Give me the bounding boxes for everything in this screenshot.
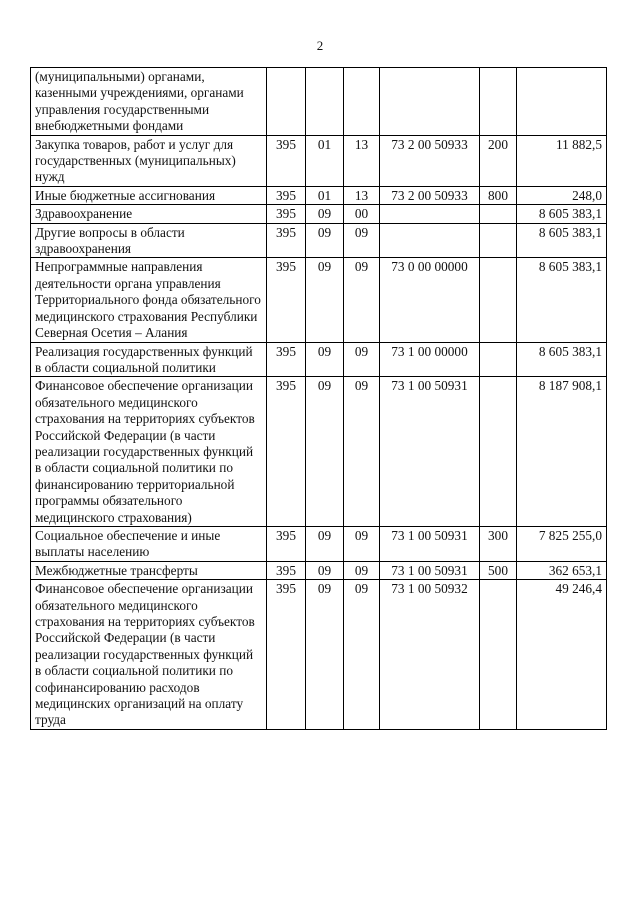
target-article-cell: 73 1 00 00000 xyxy=(380,342,480,377)
expense-type-cell: 800 xyxy=(480,186,517,204)
row-name-cell: Межбюджетные трансферты xyxy=(31,561,267,579)
target-article-cell xyxy=(380,205,480,223)
admin-code-cell: 395 xyxy=(267,205,306,223)
row-name-cell: Непрограммные направления деятельности органа управления Территориального фонда обязательного медицинского страхования Республики Северная Осетия – Алания xyxy=(31,258,267,342)
table-row xyxy=(31,377,607,527)
amount-cell: 7 825 255,0 xyxy=(517,526,607,561)
expense-type-cell xyxy=(480,223,517,258)
amount-cell: 8 605 383,1 xyxy=(517,258,607,342)
admin-code-cell: 395 xyxy=(267,526,306,561)
subsection-code-cell: 13 xyxy=(344,135,380,186)
admin-code-cell: 395 xyxy=(267,258,306,342)
amount-cell: 362 653,1 xyxy=(517,561,607,579)
table-row xyxy=(31,580,607,730)
admin-code-cell: 395 xyxy=(267,580,306,730)
section-code-cell: 01 xyxy=(306,186,344,204)
target-article-cell: 73 1 00 50932 xyxy=(380,580,480,730)
amount-cell: 248,0 xyxy=(517,186,607,204)
target-article-cell: 73 2 00 50933 xyxy=(380,186,480,204)
table-row xyxy=(31,526,607,561)
section-code-cell: 09 xyxy=(306,342,344,377)
section-code-cell: 09 xyxy=(306,580,344,730)
amount-cell: 11 882,5 xyxy=(517,135,607,186)
row-name-cell: (муниципальными) органами, казенными учреждениями, органами управления государственными внебюджетными фондами xyxy=(31,68,267,136)
amount-cell: 8 605 383,1 xyxy=(517,223,607,258)
section-code-cell: 09 xyxy=(306,526,344,561)
row-name-cell: Иные бюджетные ассигнования xyxy=(31,186,267,204)
table-row xyxy=(31,68,607,136)
admin-code-cell: 395 xyxy=(267,561,306,579)
row-name-cell: Другие вопросы в области здравоохранения xyxy=(31,223,267,258)
row-name-cell: Закупка товаров, работ и услуг для государственных (муниципальных) нужд xyxy=(31,135,267,186)
target-article-cell xyxy=(380,223,480,258)
section-code-cell: 09 xyxy=(306,258,344,342)
amount-cell xyxy=(517,68,607,136)
expense-type-cell: 500 xyxy=(480,561,517,579)
expense-type-cell xyxy=(480,68,517,136)
amount-cell: 8 187 908,1 xyxy=(517,377,607,527)
subsection-code-cell: 09 xyxy=(344,258,380,342)
admin-code-cell: 395 xyxy=(267,377,306,527)
row-name-cell: Финансовое обеспечение организации обязательного медицинского страхования на территориях субъектов Российской Федерации (в части реализации государственных функций в области социальной политики по финансированию территориальной программы обязательного медицинского страхования) xyxy=(31,377,267,527)
section-code-cell: 09 xyxy=(306,561,344,579)
target-article-cell xyxy=(380,68,480,136)
expense-type-cell xyxy=(480,342,517,377)
admin-code-cell: 395 xyxy=(267,223,306,258)
section-code-cell xyxy=(306,68,344,136)
section-code-cell: 09 xyxy=(306,377,344,527)
subsection-code-cell: 09 xyxy=(344,580,380,730)
row-name-cell: Здравоохранение xyxy=(31,205,267,223)
expense-type-cell xyxy=(480,377,517,527)
target-article-cell: 73 1 00 50931 xyxy=(380,377,480,527)
target-article-cell: 73 1 00 50931 xyxy=(380,526,480,561)
expense-type-cell: 200 xyxy=(480,135,517,186)
target-article-cell: 73 2 00 50933 xyxy=(380,135,480,186)
table-row xyxy=(31,342,607,377)
table-row xyxy=(31,186,607,204)
row-name-cell: Финансовое обеспечение организации обязательного медицинского страхования на территориях субъектов Российской Федерации (в части реализации государственных функций в области социальной политики по софинансированию расходов медицинских организаций на оплату труда xyxy=(31,580,267,730)
section-code-cell: 01 xyxy=(306,135,344,186)
table-row xyxy=(31,205,607,223)
row-name-cell: Реализация государственных функций в области социальной политики xyxy=(31,342,267,377)
amount-cell: 49 246,4 xyxy=(517,580,607,730)
expense-type-cell: 300 xyxy=(480,526,517,561)
section-code-cell: 09 xyxy=(306,223,344,258)
section-code-cell: 09 xyxy=(306,205,344,223)
table-row xyxy=(31,561,607,579)
table-row xyxy=(31,223,607,258)
subsection-code-cell: 13 xyxy=(344,186,380,204)
subsection-code-cell: 00 xyxy=(344,205,380,223)
table-row xyxy=(31,258,607,342)
subsection-code-cell xyxy=(344,68,380,136)
expense-type-cell xyxy=(480,258,517,342)
admin-code-cell: 395 xyxy=(267,186,306,204)
target-article-cell: 73 0 00 00000 xyxy=(380,258,480,342)
expense-type-cell xyxy=(480,205,517,223)
budget-table xyxy=(30,67,607,730)
expense-type-cell xyxy=(480,580,517,730)
subsection-code-cell: 09 xyxy=(344,223,380,258)
admin-code-cell: 395 xyxy=(267,135,306,186)
subsection-code-cell: 09 xyxy=(344,561,380,579)
admin-code-cell xyxy=(267,68,306,136)
amount-cell: 8 605 383,1 xyxy=(517,205,607,223)
subsection-code-cell: 09 xyxy=(344,342,380,377)
row-name-cell: Социальное обеспечение и иные выплаты населению xyxy=(31,526,267,561)
amount-cell: 8 605 383,1 xyxy=(517,342,607,377)
subsection-code-cell: 09 xyxy=(344,377,380,527)
admin-code-cell: 395 xyxy=(267,342,306,377)
table-row xyxy=(31,135,607,186)
page-number: 2 xyxy=(316,38,324,53)
subsection-code-cell: 09 xyxy=(344,526,380,561)
target-article-cell: 73 1 00 50931 xyxy=(380,561,480,579)
